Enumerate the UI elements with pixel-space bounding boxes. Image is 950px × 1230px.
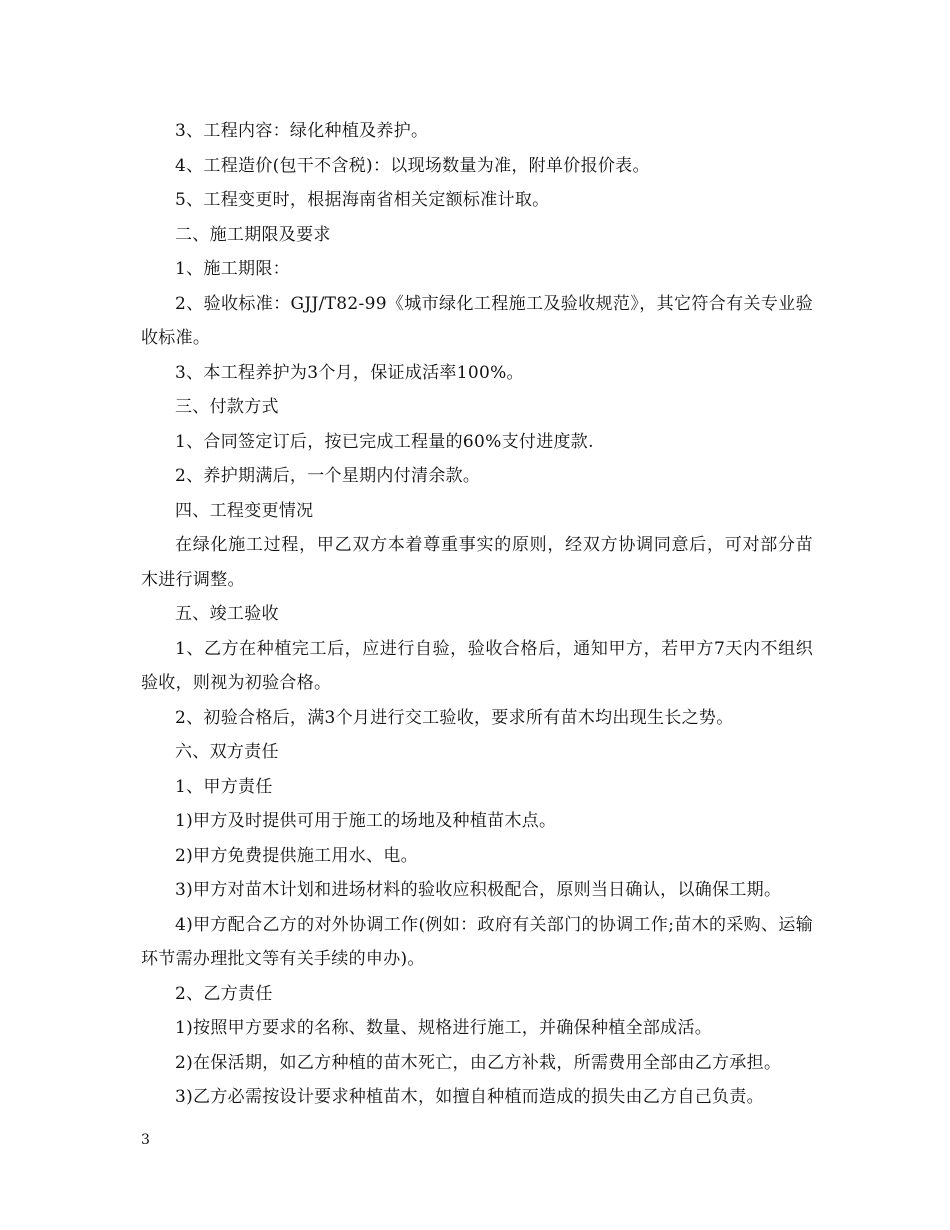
list-item-party-a-2: 2)甲方免费提供施工用水、电。: [175, 845, 418, 866]
paragraph-maintenance-period: 3、本工程养护为3个月，保证成活率100%。: [175, 362, 524, 383]
section-heading-responsibilities: 六、双方责任: [175, 742, 279, 762]
paragraph-handover-inspection: 2、初验合格后，满3个月进行交工验收，要求所有苗木均出现生长之势。: [175, 707, 734, 728]
subheading-party-b: 2、乙方责任: [175, 983, 273, 1004]
list-item-party-a-4: 4)甲方配合乙方的对外协调工作(例如：政府有关部门的协调工作;苗木的采购、运输环节需办理批文等有关手续的申办)。: [141, 914, 813, 969]
section-heading-changes: 四、工程变更情况: [175, 500, 314, 521]
list-item-party-b-3: 3)乙方必需按设计要求种植苗木，如擅自种植而造成的损失由乙方自己负责。: [175, 1087, 764, 1107]
paragraph-work-content: 3、工程内容：绿化种植及养护。: [175, 121, 429, 141]
paragraph-self-inspection: 1、乙方在种植完工后，应进行自验，验收合格后，通知甲方，若甲方7天内不组织验收，则视为初验合格。: [141, 638, 813, 693]
document-body: [141, 114, 813, 1115]
page-number: 3: [141, 1132, 150, 1148]
section-heading-schedule: 二、施工期限及要求: [175, 224, 331, 245]
paragraph-progress-payment: 1、合同签定订后，按已完成工程量的60%支付进度款.: [175, 431, 594, 452]
paragraph-project-change: 5、工程变更时，根据海南省相关定额标准计取。: [175, 190, 550, 210]
paragraph-final-payment: 2、养护期满后，一个星期内付清余款。: [175, 466, 481, 486]
list-item-party-a-1: 1)甲方及时提供可用于施工的场地及种植苗木点。: [175, 811, 557, 831]
section-heading-completion: 五、竣工验收: [175, 604, 279, 624]
list-item-party-b-2: 2)在保活期，如乙方种植的苗木死亡，由乙方补栽，所需费用全部由乙方承担。: [175, 1052, 782, 1073]
paragraph-construction-period: 1、施工期限：: [175, 259, 290, 279]
list-item-party-a-3: 3)甲方对苗木计划和进场材料的验收应积极配合，原则当日确认，以确保工期。: [175, 880, 782, 900]
list-item-party-b-1: 1)按照甲方要求的名称、数量、规格进行施工，并确保种植全部成活。: [175, 1018, 713, 1038]
paragraph-project-cost: 4、工程造价(包干不含税)：以现场数量为准，附单价报价表。: [175, 155, 650, 176]
section-heading-payment: 三、付款方式: [175, 397, 279, 417]
subheading-party-a: 1、甲方责任: [175, 776, 273, 797]
paragraph-change-adjustment: 在绿化施工过程，甲乙双方本着尊重事实的原则，经双方协调同意后，可对部分苗木进行调整。: [141, 535, 813, 590]
paragraph-acceptance-standard: 2、验收标准：GJJ/T82-99《城市绿化工程施工及验收规范》，其它符合有关专业验收标准。: [141, 293, 813, 348]
